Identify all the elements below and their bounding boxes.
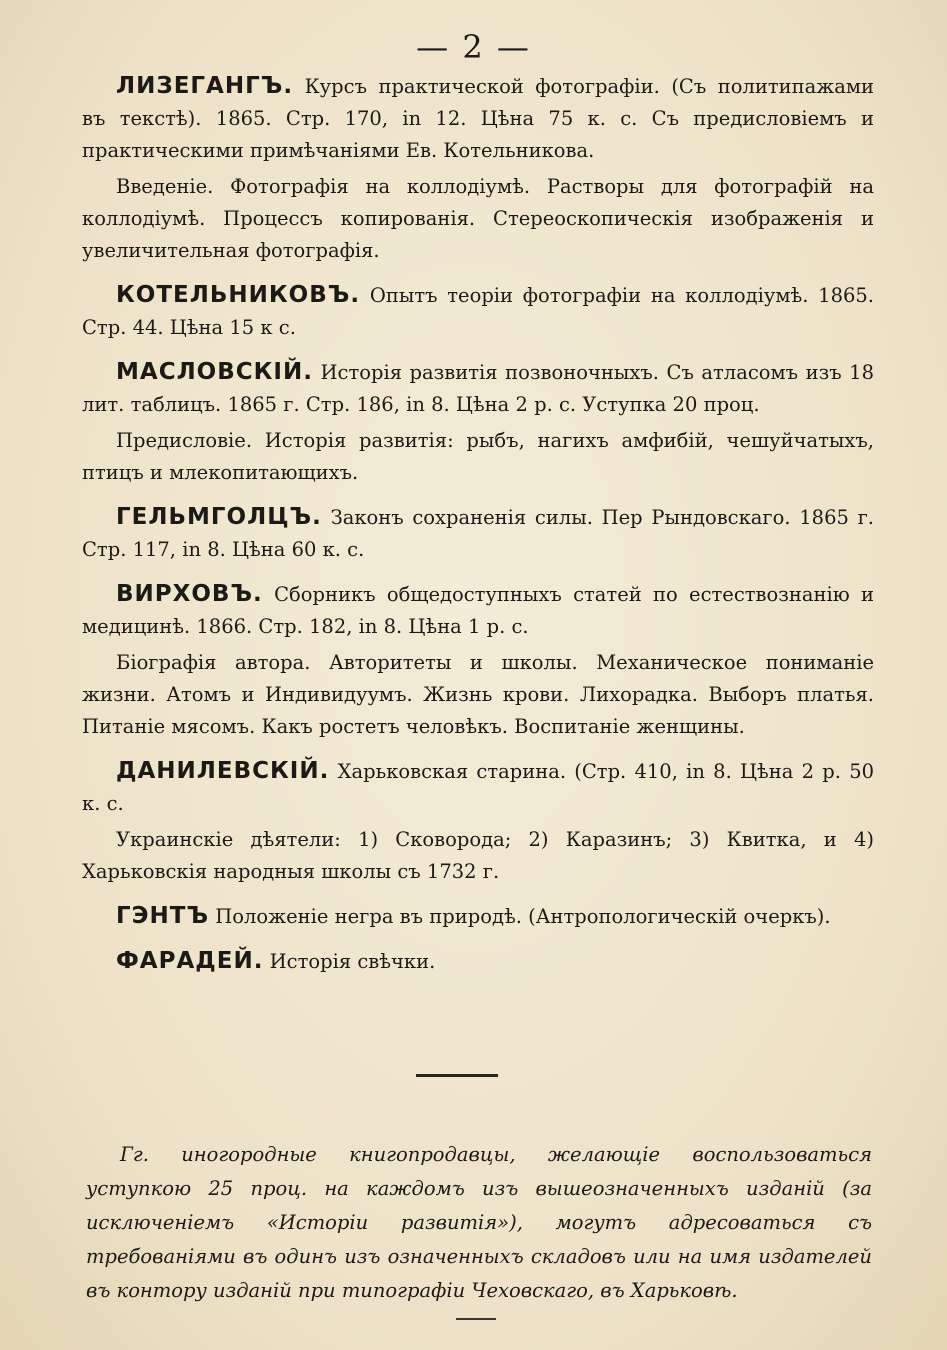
catalog-entry bbox=[82, 501, 874, 566]
catalog-entry bbox=[82, 900, 874, 933]
entry-contents: Украинскіе дѣятели: 1) Сковорода; 2) Каразинъ; 3) Квитка, и 4) Харьковскія народныя школы съ 1732 г. bbox=[82, 828, 874, 883]
entry-text: Сборникъ общедоступныхъ статей по естествознанію и медицинѣ. 1866. Стр. 182, in 8. Цѣна 1 р. с. bbox=[82, 583, 874, 638]
entry-author: МАСЛОВСКІЙ. bbox=[116, 359, 313, 385]
catalog-entry bbox=[82, 578, 874, 743]
entry-text: Положеніе негра въ природѣ. (Антропологическій очеркъ). bbox=[215, 905, 831, 928]
entry-author: ЛИЗЕГАНГЪ. bbox=[116, 73, 294, 99]
entry-text: Харьковская старина. (Стр. 410, in 8. Цѣна 2 р. 50 к. с. bbox=[82, 760, 875, 815]
catalog-entry bbox=[82, 356, 874, 489]
entry-contents: Біографія автора. Авторитеты и школы. Механическое пониманіе жизни. Атомъ и Индивидуумъ. Жизнь крови. Лихорадка. Выборъ платья. Питаніе мясомъ. Какъ ростетъ человѣкъ. Воспитаніе женщины. bbox=[82, 651, 874, 738]
entry-text: Курсъ практической фотографіи. (Съ политипажами въ текстѣ). 1865. Стр. 170, in 12. Цѣна 75 к. с. Съ предисловіемъ и практическими примѣчаніями Ев. Котельникова. bbox=[82, 75, 874, 162]
entry-contents: Предисловіе. Исторія развитія: рыбъ, нагихъ амфибій, чешуйчатыхъ, птицъ и млекопитающихъ. bbox=[82, 429, 874, 484]
booksellers-notice: Гг. иногородные книгопродавцы, желающіе воспользоваться уступкою 25 проц. на каждомъ изъ вышеозначенныхъ изданій (за исключеніемъ «Исторіи развитія»), могутъ адресоваться съ требованіями въ одинъ изъ означенныхъ складовъ или на имя издателей въ контору изданій при типографіи Чеховскаго, въ Харьковѣ. bbox=[86, 1142, 872, 1302]
entry-author: ФАРАДЕЙ. bbox=[116, 948, 264, 974]
entry-author: ГЕЛЬМГОЛЦЪ. bbox=[116, 504, 322, 530]
catalog-entry bbox=[82, 945, 874, 978]
entry-author: ДАНИЛЕВСКІЙ. bbox=[116, 758, 330, 784]
catalog-entry bbox=[82, 279, 874, 344]
entry-text: Исторія свѣчки. bbox=[269, 950, 436, 973]
entry-author: КОТЕЛЬНИКОВЪ. bbox=[116, 282, 361, 308]
bottom-ornament bbox=[456, 1318, 496, 1320]
catalog-entry bbox=[82, 755, 874, 888]
entry-contents: Введеніе. Фотографія на коллодіумѣ. Растворы для фотографій на коллодіумѣ. Процессъ копированія. Стереоскопическія изображенія и увеличительная фотографія. bbox=[82, 175, 874, 262]
entry-author: ГЭНТЪ bbox=[116, 903, 210, 929]
catalog-list bbox=[82, 70, 874, 990]
page-number: — 2 — bbox=[416, 28, 531, 66]
section-divider bbox=[416, 1074, 498, 1077]
entry-text: Исторія развитія позвоночныхъ. Съ атласомъ изъ 18 лит. таблицъ. 1865 г. Стр. 186, in 8. Цѣна 2 р. с. Уступка 20 проц. bbox=[82, 361, 874, 416]
entry-text: Опытъ теоріи фотографіи на коллодіумѣ. 1865. Стр. 44. Цѣна 15 к с. bbox=[82, 284, 874, 339]
entry-author: ВИРХОВЪ. bbox=[116, 581, 263, 607]
catalog-entry bbox=[82, 70, 874, 267]
entry-text: Законъ сохраненія силы. Пер Рындовскаго. 1865 г. Стр. 117, in 8. Цѣна 60 к. с. bbox=[82, 506, 874, 561]
